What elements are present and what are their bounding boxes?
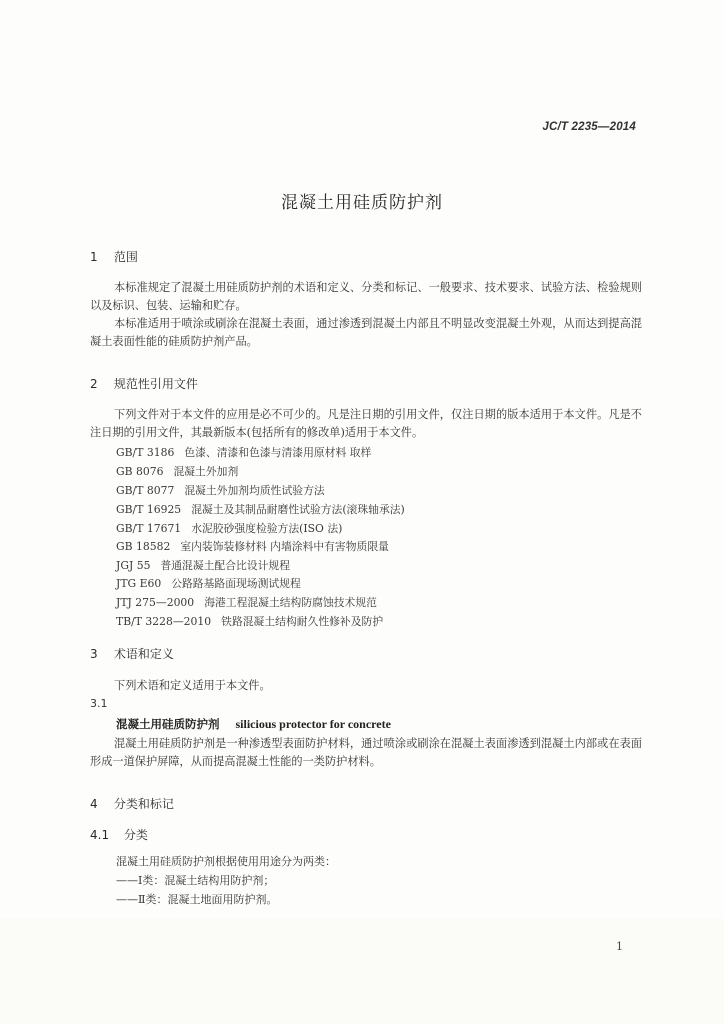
paragraph-terms-intro: 下列术语和定义适用于本文件。 [114, 679, 271, 692]
reference-item: GB 18582 室内装饰装修材料 内墙涂料中有害物质限量 [116, 540, 389, 553]
section-number: 4 [90, 797, 98, 811]
section-number: 2 [90, 377, 98, 391]
classification-intro: 混凝土用硅质防护剂根据使用用途分为两类： [116, 855, 336, 868]
classification-item: ——Ⅰ类：混凝土结构用防护剂； [116, 874, 275, 887]
reference-item: TB/T 3228—2010 铁路混凝土结构耐久性修补及防护 [116, 615, 384, 628]
reference-item: GB/T 16925 混凝土及其制品耐磨性试验方法(滚珠轴承法) [116, 503, 405, 516]
section-title: 范围 [113, 250, 138, 264]
reference-item: GB/T 3186 色漆、清漆和色漆与清漆用原材料 取样 [116, 446, 372, 459]
section-heading-3 [90, 645, 174, 662]
term-english: silicious protector for concrete [235, 717, 391, 731]
section-title: 分类和标记 [113, 797, 174, 811]
section-heading-4 [90, 795, 174, 812]
section-title: 规范性引用文件 [113, 377, 198, 391]
page-title: 混凝土用硅质防护剂 [281, 193, 443, 213]
classification-item: ——Ⅱ类：混凝土地面用防护剂。 [116, 893, 278, 906]
section-number: 3 [90, 647, 98, 661]
reference-item: GB/T 17671 水泥胶砂强度检验方法(ISO 法) [116, 522, 343, 535]
section-number: 1 [90, 250, 98, 264]
reference-item: JTG E60 公路路基路面现场测试规程 [116, 577, 301, 590]
subsection-number: 4.1 [90, 828, 110, 842]
paragraph-references-intro: 下列文件对于本文件的应用是必不可少的。凡是注日期的引用文件，仅注日期的版本适用于本文件。凡是不注日期的引用文件，其最新版本(包括所有的修改单)适用于本文件。 [90, 408, 642, 439]
reference-item: GB 8076 混凝土外加剂 [116, 465, 239, 478]
term-definition: 混凝土用硅质防护剂是一种渗透型表面防护材料，通过喷涂或刷涂在混凝土表面渗透到混凝土内部或在表面形成一道保护屏障，从而提高混凝土性能的一类防护材料。 [90, 737, 642, 768]
term-number: 3.1 [90, 697, 108, 710]
section-heading-2 [90, 375, 198, 392]
reference-item: GB/T 8077 混凝土外加剂均质性试验方法 [116, 484, 325, 497]
page-number: 1 [616, 940, 623, 953]
paragraph-scope-1: 本标准规定了混凝土用硅质防护剂的术语和定义、分类和标记、一般要求、技术要求、试验方法、检验规则以及标识、包装、运输和贮存。 [90, 281, 642, 312]
paragraph-scope-2: 本标准适用于喷涂或刷涂在混凝土表面，通过渗透到混凝土内部且不明显改变混凝土外观，从而达到提高混凝土表面性能的硅质防护剂产品。 [90, 317, 642, 348]
reference-item: JGJ 55 普通混凝土配合比设计规程 [116, 559, 291, 572]
subsection-title: 分类 [123, 828, 148, 842]
reference-item: JTJ 275—2000 海港工程混凝土结构防腐蚀技术规范 [116, 596, 377, 609]
document-number: JC/T 2235—2014 [542, 121, 636, 133]
subsection-heading-4-1 [90, 826, 148, 843]
page-bottom-tint [0, 918, 724, 1024]
section-heading-1 [90, 248, 138, 265]
section-title: 术语和定义 [113, 647, 174, 661]
term-chinese: 混凝土用硅质防护剂 [116, 717, 220, 731]
term-heading [116, 716, 391, 732]
